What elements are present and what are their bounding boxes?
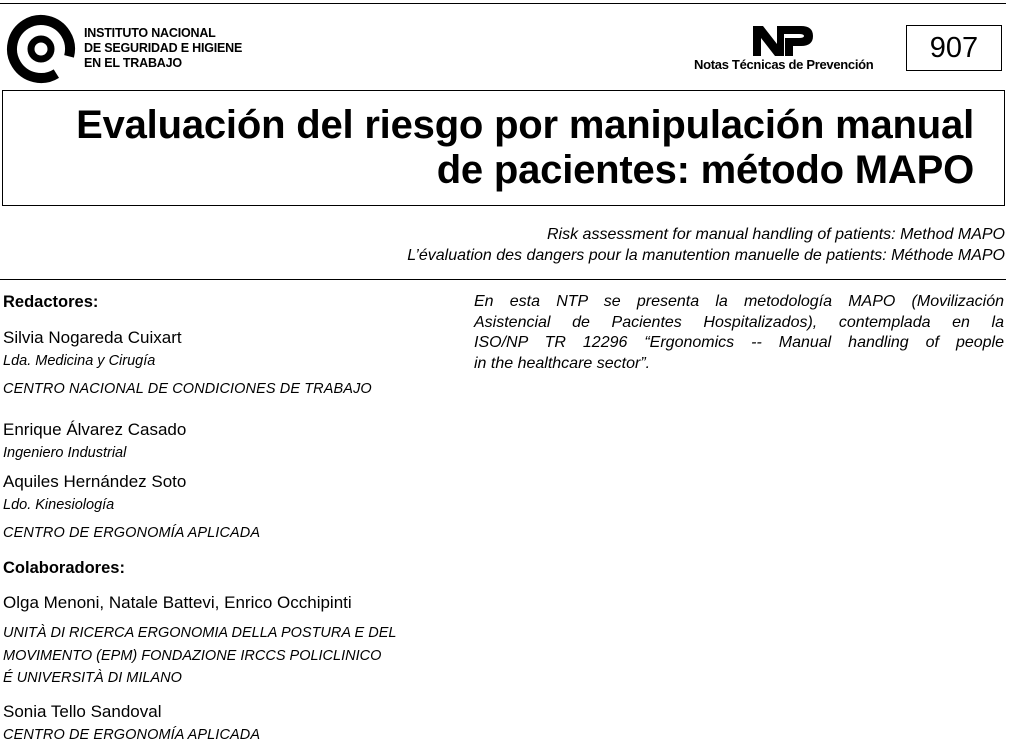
organization-line: MOVIMENTO (EPM) FONDAZIONE IRCCS POLICLINICO [3, 647, 382, 664]
collaborator-names: Olga Menoni, Natale Battevi, Enrico Occhipinti [3, 593, 352, 612]
organization-line: UNITÀ DI RICERCA ERGONOMIA DELLA POSTURA E DEL [3, 625, 397, 641]
author-degree: Ldo. Kinesiología [3, 497, 115, 513]
section-rule [0, 279, 1006, 280]
document-title [2, 90, 1005, 206]
institute-line-1: INSTITUTO NACIONAL [84, 26, 216, 40]
title-line-2: de pacientes: método MAPO [436, 148, 974, 192]
collaborator-name: Sonia Tello Sandoval [3, 702, 162, 721]
series-name: Notas Técnicas de Prevención [694, 57, 874, 72]
abstract-line: ISO/NP TR 12296 “Ergonomics -- Manual handling of people [474, 334, 1004, 351]
collaborator-organization: CENTRO DE ERGONOMÍA APLICADA [3, 727, 261, 743]
author-degree: Lda. Medicina y Cirugía [3, 353, 156, 369]
ntp-number: 907 [906, 25, 1002, 71]
abstract-line: En esta NTP se presenta la metodología MAPO (Movilización [474, 293, 1004, 310]
author-name: Aquiles Hernández Soto [3, 472, 187, 491]
organization-line: É UNIVERSITÀ DI MILANO [3, 670, 182, 686]
french-title: L’évaluation des dangers pour la manutention manuelle de patients: Méthode MAPO [407, 247, 1005, 264]
abstract [474, 292, 1004, 374]
abstract-line: Asistencial de Pacientes Hospitalizados), contemplada en la [474, 313, 1004, 331]
institute-line-3: EN EL TRABAJO [84, 56, 182, 70]
author-degree: Ingeniero Industrial [3, 445, 127, 461]
collaborator-organization [3, 622, 473, 690]
author-name: Silvia Nogareda Cuixart [3, 328, 182, 347]
redactores-heading: Redactores: [3, 293, 99, 311]
translated-titles [407, 224, 1005, 266]
author-organization: CENTRO NACIONAL DE CONDICIONES DE TRABAJO [3, 381, 372, 397]
top-rule [0, 3, 1006, 4]
colaboradores-heading: Colaboradores: [3, 559, 125, 577]
english-title: Risk assessment for manual handling of patients: Method MAPO [547, 226, 1005, 243]
abstract-line: in the healthcare sector”. [474, 354, 651, 372]
author-name: Enrique Álvarez Casado [3, 420, 187, 439]
institute-line-2: DE SEGURIDAD E HIGIENE [84, 41, 243, 55]
author-organization: CENTRO DE ERGONOMÍA APLICADA [3, 525, 261, 541]
institute-name [84, 26, 242, 71]
title-line-1: Evaluación del riesgo por manipulación manual [76, 103, 974, 147]
ntp-logo-icon [751, 22, 815, 58]
insht-logo-icon [6, 14, 76, 84]
